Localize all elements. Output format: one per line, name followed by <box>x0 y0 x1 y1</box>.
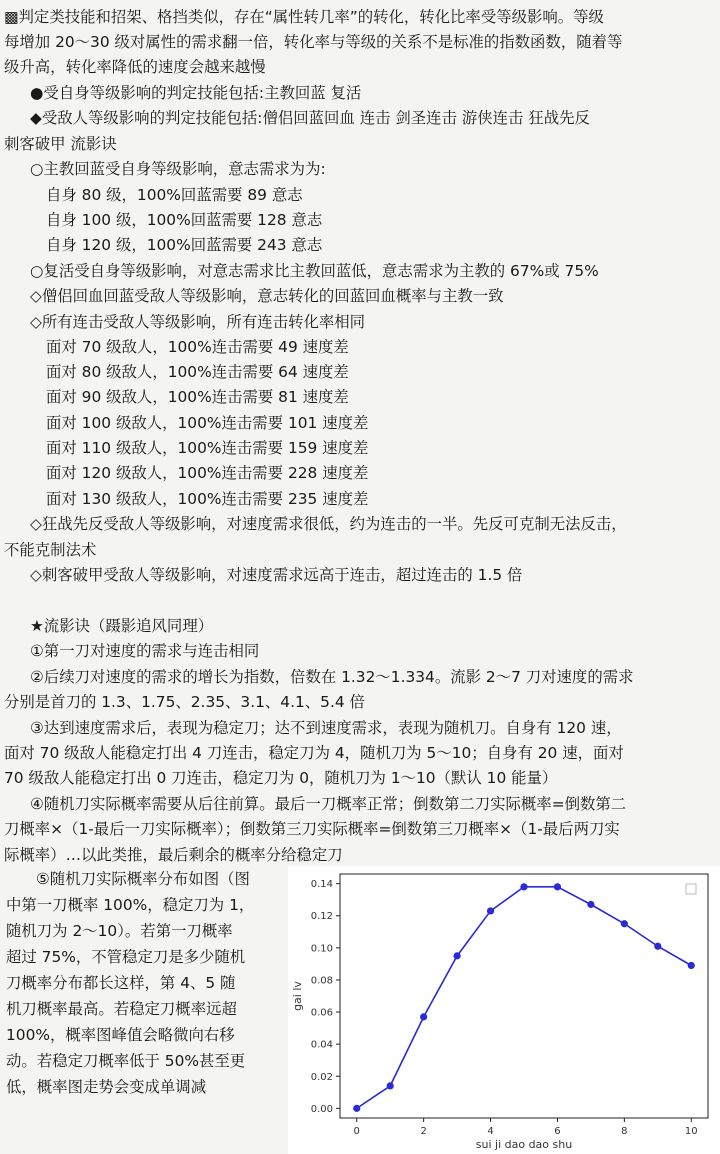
y-axis-label: gai lv <box>291 981 304 1011</box>
text-line-7: ○主教回蓝受自身等级影响，意志需求为为: <box>30 160 326 178</box>
data-point <box>520 883 527 890</box>
data-point <box>353 1105 360 1112</box>
side-line-1: ⑤随机刀实际概率分布如图（图 <box>36 870 250 888</box>
data-point <box>587 901 594 908</box>
x-tick-label: 2 <box>420 1126 427 1137</box>
text-line-12: ◇僧侣回血回蓝受敌人等级影响，意志转化的回蓝回血概率与主教一致 <box>30 287 504 305</box>
text-line-32: ④随机刀实际概率需要从后往前算。最后一刀概率正常；倒数第二刀实际概率=倒数第二 <box>30 795 627 813</box>
text-line-22: 不能克制法术 <box>4 541 97 559</box>
y-tick-label: 0.08 <box>310 975 333 987</box>
chart-background <box>288 866 720 1154</box>
text-line-27: ②后续刀对速度的需求的增长为指数，倍数在 1.32～1.334。流影 2～7 刀对速度的需求 <box>30 668 634 686</box>
x-tick-label: 4 <box>487 1126 494 1137</box>
text-line-20: 面对 130 级敌人，100%连击需要 235 速度差 <box>46 490 369 508</box>
y-tick-label: 0.14 <box>310 879 333 891</box>
text-line-3: 级升高，转化率降低的速度会越来越慢 <box>4 58 266 76</box>
y-tick-label: 0.10 <box>310 943 333 955</box>
y-tick-label: 0.00 <box>310 1103 333 1115</box>
text-line-25: ★流影诀（蹑影追风同理） <box>30 617 214 635</box>
text-line-24 <box>0 588 720 614</box>
text-line-4: ●受自身等级影响的判定技能包括:主教回蓝 复活 <box>30 84 362 102</box>
text-line-29: ③达到速度需求后，表现为稳定刀；达不到速度需求，表现为随机刀。自身有 120 速， <box>30 719 622 737</box>
text-line-23: ◇刺客破甲受敌人等级影响，对速度需求远高于连击，超过连击的 1.5 倍 <box>30 566 523 584</box>
data-point <box>654 943 661 950</box>
side-line-4: 超过 75%，不管稳定刀是多少随机 <box>6 948 246 966</box>
text-line-2: 每增加 20～30 级对属性的需求翻一倍，转化率与等级的关系不是标准的指数函数，随着等 <box>4 33 623 51</box>
y-tick-label: 0.06 <box>310 1007 333 1019</box>
y-tick-label: 0.02 <box>310 1071 333 1083</box>
data-point <box>387 1082 394 1089</box>
text-line-17: 面对 100 级敌人，100%连击需要 101 速度差 <box>46 414 369 432</box>
text-line-21: ◇狂战先反受敌人等级影响，对速度需求很低，约为连击的一半。先反可克制无法反击， <box>30 515 627 533</box>
probability-chart <box>288 866 720 1154</box>
text-line-15: 面对 80 级敌人，100%连击需要 64 速度差 <box>46 363 349 381</box>
x-tick-label: 6 <box>554 1126 561 1137</box>
side-line-2: 中第一刀概率 100%，稳定刀为 1， <box>6 896 255 914</box>
text-line-10: 自身 120 级，100%回蓝需要 243 意志 <box>46 236 323 254</box>
side-line-9: 低，概率图走势会变成单调减 <box>6 1078 207 1096</box>
data-point <box>688 962 695 969</box>
text-line-14: 面对 70 级敌人，100%连击需要 49 速度差 <box>46 338 349 356</box>
text-line-16: 面对 90 级敌人，100%连击需要 81 速度差 <box>46 388 349 406</box>
text-line-6: 刺客破甲 流影诀 <box>4 135 117 153</box>
text-line-9: 自身 100 级，100%回蓝需要 128 意志 <box>46 211 323 229</box>
y-tick-label: 0.12 <box>310 911 333 923</box>
text-line-30: 面对 70 级敌人能稳定打出 4 刀连击，稳定刀为 4，随机刀为 5～10；自身有 20 速，面对 <box>4 744 624 762</box>
text-line-11: ○复活受自身等级影响，对意志需求比主教回蓝低，意志需求为主教的 67%或 75% <box>30 262 599 280</box>
text-line-33: 刀概率×（1-最后一刀实际概率）；倒数第三刀实际概率=倒数第三刀概率×（1-最后两刀实 <box>4 820 620 838</box>
data-point <box>554 883 561 890</box>
text-line-19: 面对 120 级敌人，100%连击需要 228 速度差 <box>46 464 369 482</box>
x-axis-label: sui ji dao dao shu <box>475 1138 573 1151</box>
side-line-3: 随机刀为 2～10）。若第一刀概率 <box>6 922 233 940</box>
data-point <box>420 1013 427 1020</box>
data-point <box>621 920 628 927</box>
text-line-13: ◇所有连击受敌人等级影响，所有连击转化率相同 <box>30 313 366 331</box>
side-paragraph <box>0 866 290 1100</box>
x-tick-label: 10 <box>684 1126 698 1137</box>
text-line-26: ①第一刀对速度的需求与连击相同 <box>30 642 260 660</box>
side-line-8: 动。若稳定刀概率低于 50%甚至更 <box>6 1052 246 1070</box>
side-line-7: 100%，概率图峰值会略微向右移 <box>6 1026 235 1044</box>
text-line-5: ◆受敌人等级影响的判定技能包括:僧侣回蓝回血 连击 剑圣连击 游侠连击 狂战先反 <box>30 109 590 127</box>
x-tick-label: 0 <box>353 1126 360 1137</box>
text-line-34: 际概率）…以此类推，最后剩余的概率分给稳定刀 <box>4 846 343 864</box>
text-line-28: 分别是首刀的 1.3、1.75、2.35、3.1、4.1、5.4 倍 <box>4 693 365 711</box>
side-line-5: 刀概率分布都长这样，第 4、5 随 <box>6 974 236 992</box>
data-point <box>487 907 494 914</box>
y-tick-label: 0.04 <box>310 1039 333 1051</box>
x-tick-label: 8 <box>621 1126 628 1137</box>
text-line-8: 自身 80 级，100%回蓝需要 89 意志 <box>46 186 303 204</box>
side-line-6: 机刀概率最高。若稳定刀概率远超 <box>6 1000 237 1018</box>
legend-box <box>686 884 696 894</box>
text-line-18: 面对 110 级敌人，100%连击需要 159 速度差 <box>46 439 369 457</box>
text-line-31: 70 级敌人能稳定打出 0 刀连击，稳定刀为 0，随机刀为 1～10（默认 10 能量） <box>4 769 558 787</box>
data-point <box>453 952 460 959</box>
text-line-1: ▩判定类技能和招架、格挡类似，存在“属性转几率”的转化，转化比率受等级影响。等级 <box>4 8 604 26</box>
